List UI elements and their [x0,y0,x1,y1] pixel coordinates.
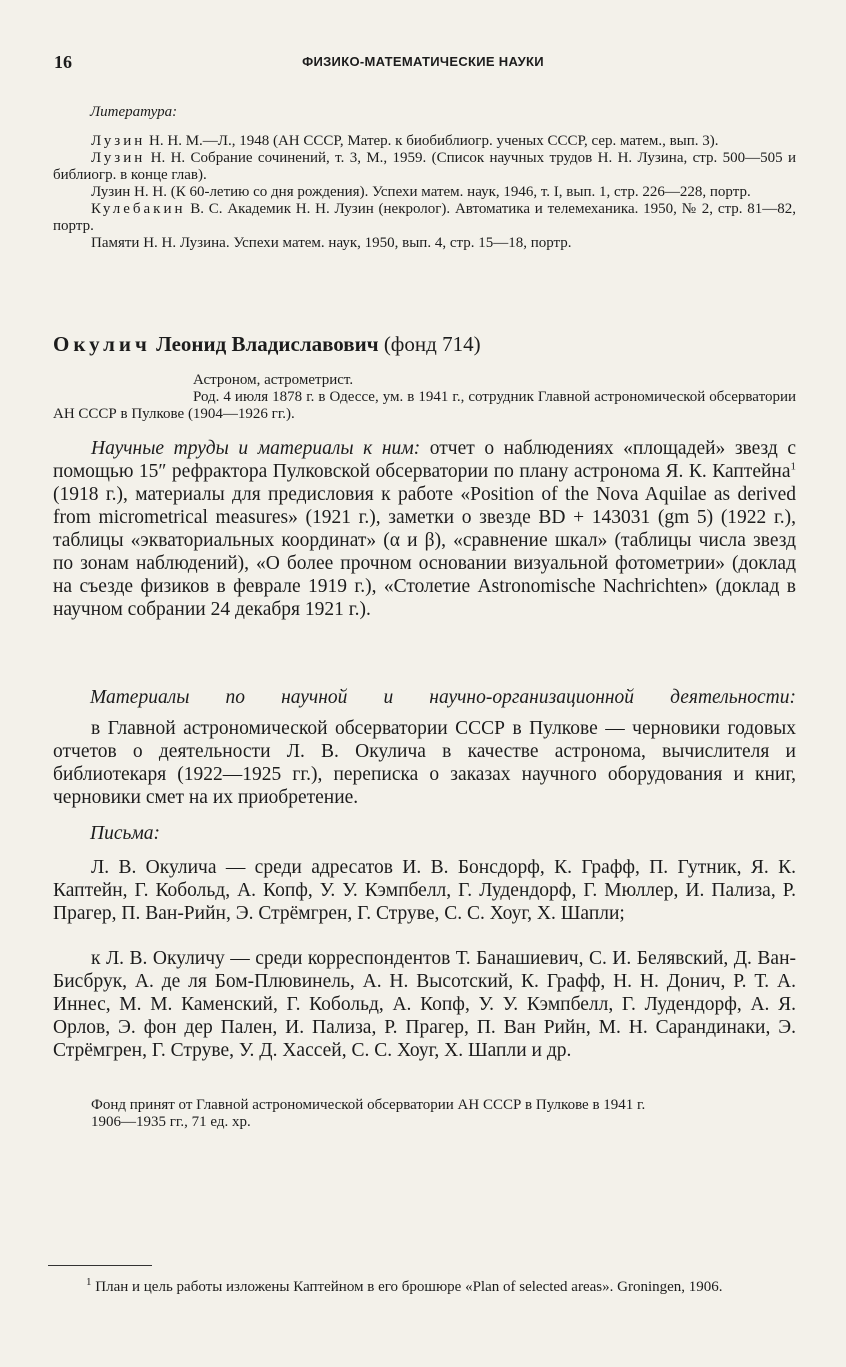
literature-author: Кулебакин [91,201,186,217]
literature-item: Лузин Н. Н. (К 60-летию со дня рождения). Успехи матем. наук, 1946, т. I, вып. 1, стр. 226—228, портр. [91,184,751,200]
running-head: ФИЗИКО-МАТЕМАТИЧЕСКИЕ НАУКИ [302,54,544,69]
fond-received: Фонд принят от Главной астрономической обсерватории АН СССР в Пулкове в 1941 г. [91,1097,646,1113]
entry-name: Леонид Владиславович [150,332,384,356]
materials-paragraph: в Главной астрономической обсерватории СССР в Пулкове — черновики годовых отчетов о деятельности Л. В. Окулича в качестве астронома, вычислителя и библиотекаря (1922—1925 гг.), переписка о заказах научного оборудования и книг, черновики смет на их приобретение. [53,718,796,808]
works-paragraph: Научные труды и материалы к ним: отчет о наблюдениях «площадей» звезд с помощью 15″ рефрактора Пулковской обсерватории по плану астронома Я. К. Каптейна$^1$ (1918 г.), материалы для предисловия к работе «Position of the Nova Aquilae as derived from micrometrical measures» (1921 г.), заметки о звезде BD + 143031 (gm 5) (1922 г.), таблицы «экваториальных координат» (α и β), «сравнение шкал» (таблицы числа звезд по зонам наблюдений), «О более прочном основании визуальной фотометрии» (доклад на съезде физиков в феврале 1919 г.), «Столетие Astronomische Nachrichten» (доклад в научном собрании 24 декабря 1921 г.). [53,438,797,620]
literature-author: Лузин [91,150,146,166]
entry-fond-number: (фонд 714) [383,332,481,356]
letters-heading: Письма: [90,823,161,844]
literature-author: Лузин [91,133,146,149]
footnote-mark: 1 [86,1276,92,1288]
entry-title [53,332,481,357]
materials-heading: Материалы по научной и научно-организационной деятельности: [90,687,796,708]
page-number: 16 [54,52,72,72]
fond-info [53,1097,796,1131]
literature-list [53,133,796,252]
footnote [48,1278,796,1297]
letters-paragraph: Л. В. Окулича — среди адресатов И. В. Бонсдорф, К. Графф, П. Гутник, Я. К. Каптейн, Г. Кобольд, А. Копф, У. У. Кэмпбелл, Г. Лудендорф, Г. Мюллер, И. Пализа, Р. Прагер, П. Ван-Рийн, Э. Стрёмгрен, Г. Струве, С. С. Хоуг, Х. Шапли; [53,857,796,924]
literature-heading: Литература: [90,104,178,120]
literature-item: Лузин Н. Н. М.—Л., 1948 (АН СССР, Матер. к биобиблиогр. ученых СССР, сер. матем., вып. 3). [91,133,719,149]
entry-details: Род. 4 июля 1878 г. в Одессе, ум. в 1941 г., сотрудник Главной астрономической обсерватории АН СССР в Пулкове (1904—1926 гг.). [53,389,796,422]
works-heading: Научные труды и материалы к ним: [91,438,421,459]
footnote-ref: 1 [790,460,796,473]
literature-item: Лузин Н. Н. Собрание сочинений, т. 3, М., 1959. (Список научных трудов Н. Н. Лузина, стр. 500—505 и библиогр. в конце глав). [53,150,796,183]
literature-item: Кулебакин В. С. Академик Н. Н. Лузин (некролог). Автоматика и телемеханика. 1950, № 2, стр. 81—82, портр. [53,201,796,234]
page-header [54,52,792,76]
entry-role: Астроном, астрометрист. [193,372,354,388]
footnote-rule [48,1265,152,1266]
entry-bio [53,372,796,423]
entry-surname: Окулич [53,332,151,356]
footnote-text: План и цель работы изложены Каптейном в его брошюре «Plan of selected areas». Groningen, 1906. [91,1279,723,1295]
letters-paragraph: к Л. В. Окуличу — среди корреспондентов Т. Банашиевич, С. И. Белявский, Д. Ван-Бисбрук, А. де ля Бом-Плювинель, А. Н. Высотский, К. Графф, Н. Н. Донич, Р. Т. А. Иннес, М. М. Каменский, Г. Кобольд, А. Копф, У. У. Кэмпбелл, Г. Лудендорф, А. Я. Орлов, Э. фон дер Пален, И. Пализа, Р. Прагер, П. Ван Рийн, М. Н. Сарандинаки, Э. Стрёмгрен, Г. Струве, У. Д. Хассей, С. С. Хоуг, Х. Шапли и др. [53,948,796,1061]
fond-extent: 1906—1935 гг., 71 ед. хр. [91,1114,251,1130]
literature-item: Памяти Н. Н. Лузина. Успехи матем. наук, 1950, вып. 4, стр. 15—18, портр. [91,235,572,251]
